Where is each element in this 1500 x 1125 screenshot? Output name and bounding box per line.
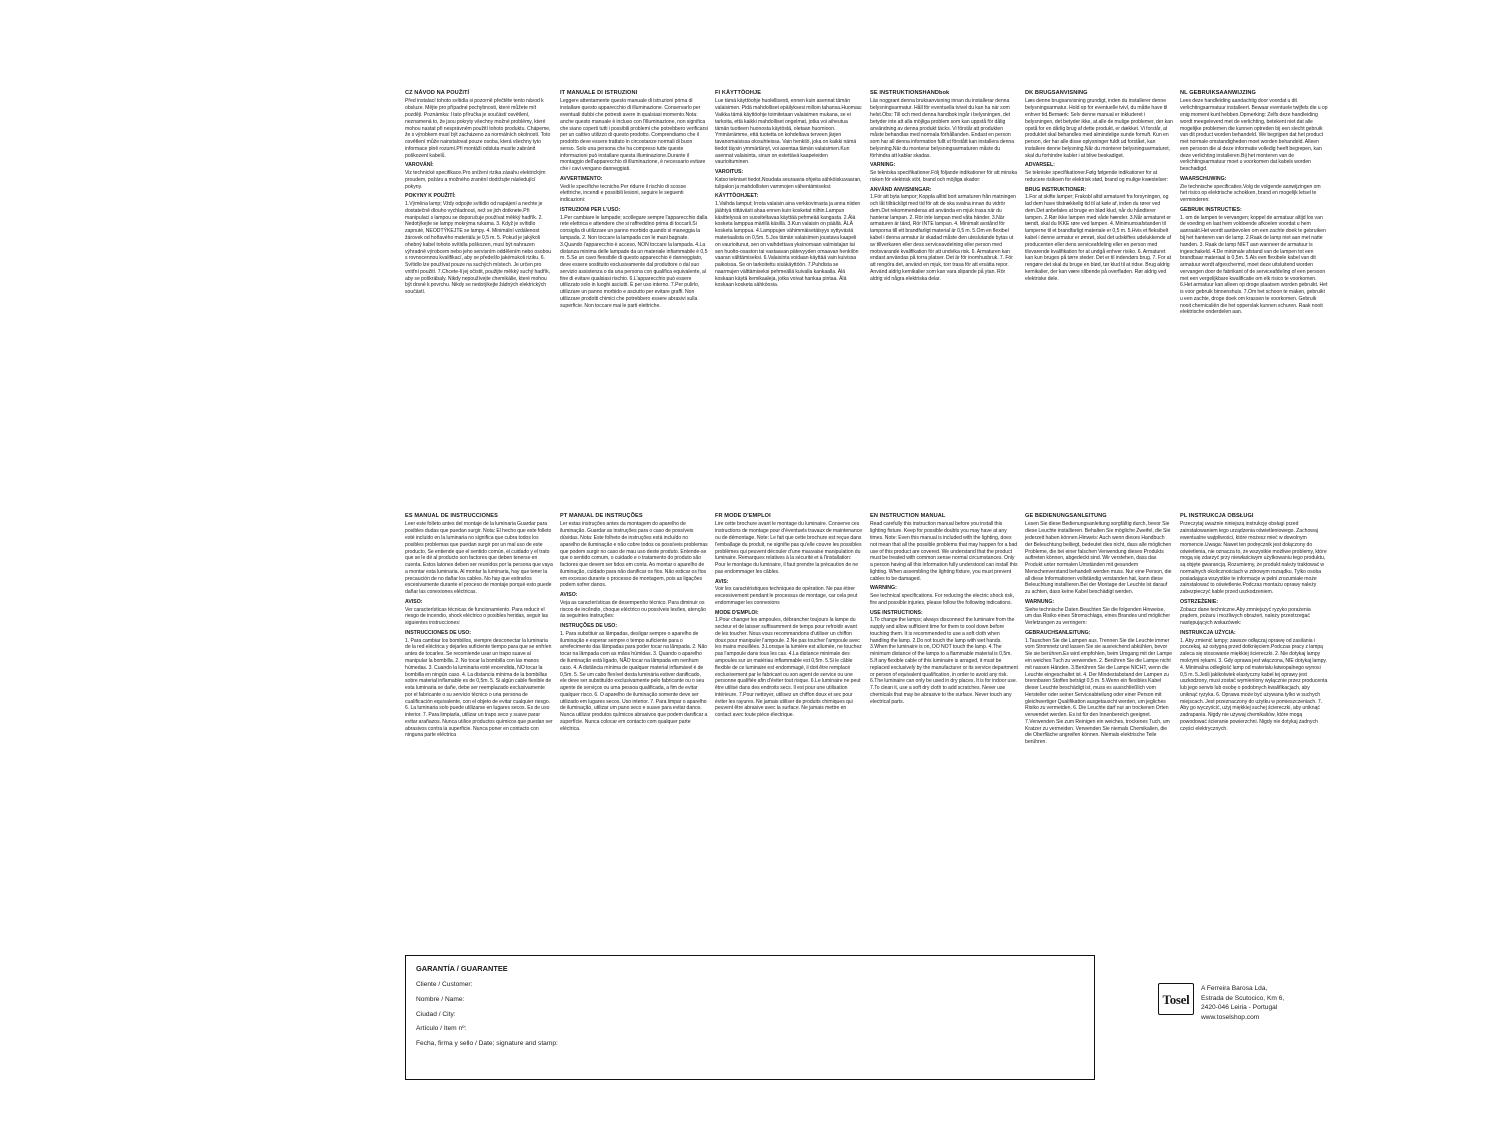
section-title: WARNING:	[870, 585, 897, 592]
guarantee-field: Fecha, firma y sello / Date; signature and stamp:	[416, 1040, 558, 1047]
section-body: Ver características técnicas de funcionamiento. Para reducir el riesgo de incendio, shock eléctrico o posibles heridas, seguir las siguientes instrucciones:	[405, 606, 549, 627]
section-title: POKYNY K POUŽITÍ:	[405, 193, 456, 200]
language-column-fi	[715, 90, 870, 319]
language-column-it	[560, 90, 715, 319]
address-line: Estrada de Scutocico, Km 6,	[1201, 994, 1285, 1002]
language-column-pl	[1180, 513, 1335, 749]
column-heading: FR MODE D'EMPLOI	[715, 513, 771, 519]
section-body: Voir les caractéristiques techniques de opération. Ne pas étirer excessivement pendant le processus de montage, car cela peut endommager les connexions	[715, 586, 858, 606]
section-title: MODE D'EMPLOI:	[715, 609, 759, 616]
address-line: 2420-046 Leiria - Portugal	[1201, 1004, 1278, 1012]
language-column-fr	[715, 513, 870, 749]
column-intro-text: Ler estas instruções antes da montagem do aparelho de iluminação. Guardar as instruções para o caso de possíveis dúvidas. Nota: Este folheto de instruções está incluído no aparelho de iluminação e não cobre todos os possíveis problemas que podem surgir no caso de mau uso deste produto. Entende-se que o sentido comum, o cuidado e o tratamento do produto são factores que devem ser tidos em conta. Ao montar o aparelho de iluminação, cuidado para não danificar os fios. Não esticar os fios em excesso durante o processo de montagem, pois as ligações podem sofrer danos.	[560, 521, 708, 589]
section-title: AVISO:	[405, 598, 423, 605]
column-heading: SE INSTRUKTIONSHANDbok	[870, 90, 950, 96]
section-body: 1.Per cambiare le lampade; scollegare sempre l'apparecchio dalla rete elettrica e attendere che si raffreddino prima di toccarli.Si consiglia di utilizzare un panno morbido quando si maneggia la lampada. 2. Non toccare la lampada con le mani bagnate. 3.Quando l'apparecchio è acceso, NON toccare la lampada. 4.La distanza minima delle lampade da un materiale infiammabile è 0,5 m. 5.Se un cavo flessibile di questo apparecchio è danneggiato, deve essere sostituito esclusivamente dal produttore o dal suo servizio assistenza o da una persona con qualifica equivalente, al fine di evitare qualsiasi rischio. 6.L'apparecchio può essere utilizzato solo in luoghi asciutti. È per uso interno. 7.Per pulirlo, utilizzare un panno morbido e asciutto per evitare graffi. Non utilizzare prodotti chimici che potrebbero essere abrasivi sulla superficie. Non toccare mai le parti elettriche.	[560, 214, 708, 309]
column-intro-text: Před instalací tohoto svítidla si pozorně přečtěte tento návod k obsluze. Mějte pro případné pochybnosti, které můžete mít později. Poznámka: I tato příručka je součástí osvětlení, neznamená to, že jsou pokryty všechny možné problémy, které mohou nastat při nesprávném použití tohoto produktu. Chápeme, že s výrobkem musí být zacházeno za normálních okolností. Toto osvětlení může nainstalovat pouze osoba, která všechny tyto informace plně rozumí.Při montáži odsluta musíte zabránit poškození kabelů.	[405, 98, 551, 159]
section-body: 1.To change the lamps; always disconnect the luminaire from the supply and allow sufficient time for them to cool down before touching them. It is recommended to use a soft cloth when handling the lamp. 2.Do not touch the lamp with wet hands. 3.When the luminaire is on, DO NOT touch the lamp. 4.The minimum distance of the lamps to a flammable material is 0,5m. 5.If any flexible cable of this luminaire is arraged, it must be replaced exclusively by the manufacturer or its service department or person of equivalent qualification, in order to avoid any risk. 6.The luminaire can only be used in dry places. It is for indoor use. 7.To clean it, use a soft dry cloth to add scratches. Never use chemicals that may be abrasive to the surface. Never touch any electrical parts.	[870, 617, 1018, 705]
section-body: 1. Aby zmienić lampy; zawsze odłączaj oprawę od zasilania i poczekaj, aż ostygną przed dotknięciem.Podczas pracy z lampą zaleca się stosowanie miękkiej ściereczki. 2. Nie dotykaj lampy mokrymi rękami. 3. Gdy oprawa jest włączona, NIE dotykaj lampy. 4. Minimalna odległość lamp od materiału łatwopalnego wynosi 0,5 m. 5.Jeśli jakikolwiek elastyczny kabel tej oprawy jest uszkodzony, musi zostać wymieniony wyłącznie przez producenta lub jego serwis lub osobę o podobnych kwalifikacjach, aby uniknąć ryzyka. 6. Oprawa może być używana tylko w suchych miejscach. Jest przeznaczony do użytku w pomieszczeniach. 7. Aby go wyczyścić, użyj miękkiej suchej ściereczki, aby uniknąć zadrapania. Nigdy nie używaj chemikaliów, które mogą powodować ścieranie powierzchni. Nigdy nie dotykaj żadnych części elektrycznych.	[1180, 637, 1328, 732]
section-title: ANVÄND ANVISNINGAR:	[870, 186, 932, 193]
column-heading: FI KÄYTTÖOHJE	[715, 90, 762, 96]
brand-footer	[1158, 983, 1498, 1022]
language-column-nl	[1180, 90, 1335, 319]
address-line: A Ferreira Barosa Lda,	[1201, 985, 1268, 992]
section-title: WARNUNG:	[1025, 598, 1055, 605]
section-body: Zie technische specificaties.Volg de volgende aanwijzingen om het risico op elektrische schokken, brand en mogelijk letsel te verminderen:	[1180, 183, 1321, 204]
language-column-ge	[1025, 513, 1180, 749]
section-body: 1.Pour changer les ampoules, débrancher toujours la lampe du secteur et de laisser suffisamment de temps pour refroidir avant de les toucher. Nous vous recommandons d'utiliser un chiffon doux pour manipuler l'ampoule. 2.Ne pas toucher l'ampoule avec les mains mouillées. 3.Lorsque la lumière est allumée, ne touchez pas l'ampoule dans tous les cas. 4.La distance minimale des ampoules sur un matériau inflammable est 0,5m. 5.Si le câble flexible de ce luminaire est endommagé, il doit être remplacé exclusivement par le fabricant ou son agent de service ou une personne qualifiée afin d'éviter tout risque. 6.Le luminaire ne peut être utilisé dans des endroits secs. Il est pour une utilisation intérieure. 7.Pour nettoyer, utilisez un chiffon doux et sec pour éviter les rayures. Ne jamais utiliser de produits chimiques qui peuvent être abrasive avec la surface. Ne jamais mettre en contact avec toute pièce électrique.	[715, 617, 862, 719]
column-intro-text: Przeczytaj uważnie niniejszą instrukcję obsługi przed zainstalowaniem tego urządzenia oświetleniowego. Zachowaj ewentualne wątpliwości, które możesz mieć w dowolnym momencie.Uwaga: Nawet ten podręcznik jest dołączony do oświetlenia, nie oznacza to, że wszystkie możliwe problemy, które mogą się zdarzyć przy niewłaściwym użytkowaniu tego produktu, są objęte gwarancją. Rozumiemy, że produkt należy traktować w normalnych okolicznościach w zdrowym rozsądku. Tylko osoba posiadająca wszystkie te informacje w pełni zrozumiałe może zainstalować to oświetlenie.Podczas montażu oprawy należy zabezpieczyć kable przed uszkodzeniem.	[1180, 521, 1327, 596]
guarantee-field: Cliente / Customer:	[416, 981, 473, 988]
company-address	[1201, 983, 1284, 1022]
section-body: 1.Tauschen Sie die Lampen aus. Trennen Sie die Leuchte immer vom Stromnetz und lassen Sie sie ausreichend abkühlen, bevor Sie sie berühren.Es wird empfohlen, beim Umgang mit der Lampe ein weiches Tuch zu verwenden. 2. Berühren Sie die Lampe nicht mit nassen Händen. 3.Berühren Sie die Lampe NICHT, wenn die Leuchte eingeschaltet ist. 4. Der Mindestabstand der Lampen zu brennbaren Stoffen beträgt 0,5 m. 5.Wenn ein flexibles Kabel dieser Leuchte beschädigt ist, muss es ausschließlich vom Hersteller oder seiner Serviceabteilung oder einer Person mit gleichwertiger Qualifikation ausgetauscht werden, um jegliches Risiko zu vermeiden. 6. Die Leuchte darf nur an trockenen Orten verwendet werden. Es ist für den Innenbereich geeignet. 7.Verwenden Sie zum Reinigen ein weiches, trockenes Tuch, um Kratzer zu vermeiden. Verwenden Sie niemals Chemikalien, die die Oberfläche angreifen können. Niemals elektrische Teile berühren.	[1025, 637, 1173, 746]
column-intro-text: Lue tämä käyttöohje huolellisesti, ennen kuin asennat tämän valaisimen. Pidä mahdolliset epäilyksesi milloin tahansa.Huomaa: Vaikka tämä käyttöohje toimitetaan valaisimen mukana, se ei tarkoita, että kaikki mahdolliset ongelmat, jotka voi aiheutua tämän tuotteen huonosta käytöstä, oletaan huomioon. Ymmärrämme, että tuotetta on kohdeltava terveen järjen tavanomaisissa olosuhteissa. Vain henkilö, joka on kaikki nämä tiedot täysin ymmärtänyt, voi asentaa tämän valaisimen.Kun asennat valaisinta, sinun on estettävä kaapeleiden vaurioituminen.	[715, 98, 863, 166]
column-heading: NL GEBRUIKSAANWIJZING	[1180, 90, 1256, 96]
section-title: USE INSTRUCTIONS:	[870, 609, 923, 616]
guarantee-field: Ciudad / City:	[416, 1010, 456, 1018]
mid-language-block	[405, 513, 1495, 749]
section-title: VARNING:	[870, 162, 896, 169]
section-body: Zobacz dane techniczne.Aby zmniejszyć ryzyko porażenia prądem, pożaru i możliwych obrażeń, należy przestrzegać następujących wskazówek:	[1180, 606, 1311, 627]
section-title: AVVERTIMENTO:	[560, 175, 603, 182]
column-heading: DK BRUGSANVISNING	[1025, 90, 1088, 96]
address-website: www.toselshop.com	[1201, 1013, 1260, 1021]
section-title: KÄYTTÖOHJEET:	[715, 193, 759, 200]
language-column-dk	[1025, 90, 1180, 319]
top-language-block	[405, 90, 1495, 319]
section-body: 1.För att byta lampor; Koppla alltid bort armaturen från matningen och låt tillräckligt med tid för att de ska svalna innan du vidrör dem.Det rekommenderas att använda en mjuk trasa när du hanterar lampan. 2. Rör inte lampan med våta händer. 3.När armaturen är tänd, Rör INTE lampan. 4. Minimalt avstånd för lamporna till ett brandfarligt material är 0,5 m. 5.Om en flexibel kabel i denna armatur är skadad måste den uteslutande bytas ut av tillverkaren eller dess serviceavdelning eller person med motsvarande kvalifikation för att undvika risk. 6. Armaturen kan endast användas på torra platser. Det är för inomhusbruk. 7. För att rengöra det, använd en mjuk, torr trasa för att ersätta repor. Använd aldrig kemikalier som kan vara slipande på ytan. Rör aldrig vid några elektriska delar.	[870, 194, 1016, 282]
section-body: Veja as características de desempenho técnico. Para diminuir os riscos de incêndio, choque eléctrico ou possíveis lesões, atenção às seguintes instruções:	[560, 599, 706, 620]
section-body: 1.Vaihda lamput; Irrota valaisin aina verkkovirrasta ja anna niiden jäähtyä riittävästi ahaa ennen kuin kosketat niihin.Lampun käsittelyssä on suositeltavaa käyttää pehmeää kangasta. 2.Älä kosketa lamppua märillä käsillä. 3.Kun valaisin on päällä. ÄLÄ kosketa lamppua. 4.Lamppujen vähimmäisetäisyys syttyvästä materiaalista on 0,5m. 5.Jos tämän valaisimen joustava kaapeli on vaurioitunut, sen on vaihdettava yksinomaan valmistajan tai sen huolto-osaston tai vastaavan pätevyyden omaavan henkilön vaaran välttämiseksi. 6.Valaisinta voidaan käyttää vain kuivissa paikoissa. Se on tarkoitettu sisäkäyttöön. 7.Puhdista se naarmujen välttämiseksi pehmeällä kuivalla kankaalla. Älä koskaan käytä kemikaaleja, jotka voivat hankaa pintaa. Älä koskaan kosketa sähköosia.	[715, 201, 861, 289]
column-heading: PT MANUAL DE INSTRUÇÕES	[560, 513, 643, 519]
section-body: 1. Para substituir as lâmpadas, desligar sempre o aparelho de iluminação e esperar sempre o tempo suficiente para o arrefecimento das lâmpadas para poder tocar na lâmpada. 2. Não tocar na lâmpada com as mãos húmidas. 3. Quando o aparelho de iluminação está ligado, NÃO tocar na lâmpada em nenhum caso. 4. A distância mínima de qualquer material inflamável é de 0,5m. 5. Se um cabo flexível desta luminária estiver danificado, ele deve ser substituído exclusivamente pelo fabricante ou o seu agente de serviços ou uma pessoa qualificada, a fim de evitar qualquer risco. 6. O aparelho de iluminação somente deve ser utilizado em lugares secos. Uso interior. 7. Para limpar o aparelho de iluminação, utilizar um pano seco e suave para evitar danos. Nunca utilizar produtos químicos abrasivos que podem danificar a superfície. Nunca colocar em contacto com qualquer parte eléctrica.	[560, 630, 708, 732]
column-heading: CZ NÁVOD NA POUŽITÍ	[405, 90, 470, 96]
language-column-pt	[560, 513, 715, 749]
section-body: Viz technické specifikace.Pro snížení rizika zásahu elektrickým proudem, požáru a možného zranění dodržujte následující pokyny.	[405, 170, 546, 190]
section-body: Vedi le specifiche tecniche.Per ridurre il rischio di scosse elettriche, incendi e possibili lesioni, seguire le seguenti indicazioni:	[560, 183, 687, 204]
column-intro-text: Leer este folleto antes del montaje de la luminaria Guardar para posibles dudas que puedan surgir. Nota: El hecho que este folleto esté incluido en la luminaria no significa que cubra todos los posibles problemas que puedan surgir por un mal uso de este producto. Se entiende que el sentido común, el cuidado y el trato que se le dé al producto son factores que deben tenerse en cuenta. Estos latones deben ser reunidos por la persona que vaya a montar esta luminaria. Al montar la luminaria, hay que tener la precaución de no dañar los cables. No hay que estirarlos excesivamente durante el proceso de montaje porqué esto puede dañar las conexiones eléctricas.	[405, 521, 553, 596]
section-title: INSTRUÇÕES DE USO:	[560, 623, 618, 630]
section-body: Se tekniske specifikationer.Følg følgende indikationer for at reducere risikoen for elektrisk stød, brand og mulige kvæstelser:	[1025, 170, 1169, 183]
section-body: 1. om de lampen te vervangen; koppel de armatuur altijd los van de voeding en laat hem voldoende afkoelen voordat u hem aanraakt.Het wordt aanbevolen om een zachte doek te gebruiken bij het hanteren van de lamp. 2.Raak de lamp niet aan met natte handen. 3. Raak de lamp NIET aan wanneer de armatuur is ingeschakeld. 4.De minimale afstand van de lampen tot een brandbaar materiaal is 0,5m. 5.Als een flexibele kabel van dit armatuur wordt afgeschermd, moet deze uitsluitend worden vervangen door de fabrikant of de serviceafdeling of een persoon met een vergelijkbare kwalificatie om elk risico te voorkomen. 6.Het armatuur kan alleen op droge plaatsen worden gebruikt. Het is voor gebruik binnenshuis. 7.Om het schoon te maken, gebruikt u een zachte, droge doek om krassen te voorkomen. Gebruik nooit chemicaliën die het oppervlak kunnen schuren. Raak nooit elektrische onderdelen aan.	[1180, 214, 1328, 316]
guarantee-field: Artículo / Item nº:	[416, 1025, 467, 1033]
guarantee-field: Nombre / Name:	[416, 995, 465, 1003]
section-title: INSTRUCCIONES DE USO:	[405, 629, 472, 636]
language-column-es	[405, 513, 560, 749]
section-title: VAROITUS:	[715, 169, 744, 176]
section-title: WAARSCHUWING:	[1180, 175, 1227, 182]
column-intro-text: Læs denne brugsanvisning grundigt, inden du installerer denne belysningsarmatur. Hold op for eventuelle tvivl, du måtte have til enhver tid.Bemærk: Selv denne manual er inkluderet i belysningen, det betyder ikke, at alle de mulige problemer, der kan opstå for en dårlig brug af dette produkt, er dækket. Vi forstår, at produktet skal behandles med almindelige sunde fornuft. Kun en person, der har alle disse oplysninger fuldt ud forstået, kan installere denne belysning.Når du monterer belysningsarmaturet, skal du forhindre kabler i at blive beskadiget.	[1025, 98, 1173, 159]
section-body: Siehe technische Daten.Beachten Sie die folgenden Hinweise, um das Risiko eines Stromschlags, eines Brandes und möglicher Verletzungen zu verringern:	[1025, 606, 1171, 627]
section-body: 1.For at skifte lamper; Frakobl altid armaturet fra forsyningen, og lad dem have tilstrækkelig tid til at køle af, inden du rører ved dem.Det anbefales at bruge en blød klud, når du håndterer lampen. 2.Rør ikke lampen med våde hænder. 3.Når armaturet er tændt, skal du IKKE røre ved lampen. 4. Minimumsafstanden til lamperne til et brandfarligt materiale er 0,5 m. 5.Hvis et fleksibelt kabel i denne armatur er ømrøt, skal det udskiftes udelukkende af producenten eller dens serviceafdeling eller en person med tilsvarende kvalifikation for at undgå enhver risiko. 6. Armaturet kan kun bruges på tørre steder. Det er til indendørs brug. 7. For at rengøre det skal du bruge en blød, tør klud til at ridse. Brug aldrig kemikalier, der kan være slibende på overfladen. Rør aldrig ved elektriske dele.	[1025, 194, 1172, 282]
tosel-logo-icon	[1158, 983, 1194, 1015]
column-intro-text: Lesen Sie diese Bedienungsanleitung sorgfältig durch, bevor Sie diese Leuchte installieren. Behalten Sie mögliche Zweifel, die Sie jederzeit haben können.Hinweis: Auch wenn dieses Handbuch der Beleuchtung beiliegt, bedeutet dies nicht, dass alle möglichen Probleme, die bei einer falschen Verwendung dieses Produkts auftreten können, abgedeckt sind. Wir verstehen, dass das Produkt unter normalen Umständen mit gesundem Menschenverstand behandelt werden muss. Nur eine Person, die all diese Informationen vollständig verstanden hat, kann diese Beleuchtung installieren.Bei der Montage der Leuchte ist darauf zu achten, dass keine Kabel beschädigt werden.	[1025, 521, 1172, 596]
column-intro-text: Lire cette brochure avant le montage du luminaire. Conserve ces instructions de montage pour d'éventuels travaux de maintenance ou de démontage. Note: Le fait que cette brochure est reçue dans l'emballage du produit, ne signifie pas qu'elle couvre les possibles problèmes qui peuvent découler d'une mauvaise manipulation du luminaire. Remarques relatives à la sécurité et à l'installation: Pour le montage du luminaire, il faut prendre la précaution de ne pas endommager les câbles.	[715, 521, 863, 575]
section-title: ISTRUZIONI PER L'USO:	[560, 206, 621, 213]
column-heading: PL INSTRUKCJA OBSŁUGI	[1180, 513, 1254, 519]
section-body: Katso tekniset tiedot.Noudata seuraavia ohjeita sähköiskuvaaran, tulipalon ja mahdollisten vammojen vähentämiseksi:	[715, 176, 862, 190]
logo-text: Tosel	[1162, 991, 1190, 1007]
section-body: 1.Výměna lamp; Vždy odpojte svítidlo od napájení a nechte je dostatečně dlouho vychladnout, než se jich dotknete.Při manipulaci s lampou se doporučuje používat měkký hadřík. 2. Nedotýkejte se lampy mokrýma rukama. 3. Když je svítidlo zapnuté, NEODTÝKEJTE se lampy. 4. Minimální vzdálenost žárovek od hořlavého materiálu je 0,5 m. 5. Pokud je jakýkoli ohebný kabel tohoto svítidla poškozen, musí být nahrazen výhradně výrobcem nebo jeho servisním oddělením nebo osobou s rovnocennou kvalifikací, aby se předešlo jakémukoli riziku. 6. Svítidlo lze používat pouze na suchých místech. Je určen pro vnitřní použití. 7.Chcete-li jej očistit, použijte měkký suchý hadřík, aby se poškrábaly. Nikdy nepoužívejte chemikálie, které mohou být drsné k povrchu. Nikdy se nedotýkejte žádných elektrických součástí.	[405, 201, 552, 296]
guarantee-title: GARANTÍA / GUARANTEE	[416, 964, 508, 973]
section-body: Se tekniska specifikationer.Följ följande indikationer för att minska risken för elektrisk stöt, brand och möjliga skador:	[870, 170, 1017, 183]
column-intro-text: Läs noggrant denna bruksanvisning innan du installerar denna belysningsarmatur. Håll för eventuella tvivel du kan ha när som helst.Obs: Till och med denna handbok ingår i belysningen, det betyder inte att alla möjliga problem som kan uppstå för dålig användning av denna produkt täcks. Vi förstår att produkten måste behandlas med normala förhållanden. Endast en person som har all denna information fullt ut förstått kan installera denna belysning.När du monterar belysningsarmaturen måste du förhindra att kablar skadas.	[870, 98, 1015, 159]
guarantee-box	[405, 955, 1095, 1080]
section-body: 1. Para cambiar los bombillos, siempre desconectar la luminaria de la red eléctrica y dejarles suficiente tiempo para que se enfríen antes de tocarles. Se recomiende usar un trapo suave al manipular la bombilla. 2. No tocar la bombilla con las manos húmedas. 3. Cuando la luminaria esté encendida, NO tocar la bombilla en ningún caso. 4. La distancia mínima de la bombillas sobre material inflamable es de 0,5m. 5. Si algún cable flexible de esta luminaria se dañe, debe ser reemplazado exclusivamente por el fabricante o su servicio técnico o una persona de cualificación equivalente, con el objeto de evitar cualquier riesgo. 6. La luminaria solo puede utilizarse en lugares secos. Es de uso interior. 7. Para limpiarla, utilizar un trapo seco y suave parar evitar arañazos. Nunca utilice productos químicos que puedan ser abrasivos contra la superficie. Nunca poner en contacto con ninguna parte eléctrica	[405, 637, 553, 739]
section-title: OSTRZEŻENIE:	[1180, 598, 1219, 605]
column-heading: EN INSTRUCTION MANUAL	[870, 513, 946, 519]
section-title: INSTRUKCJA UŻYCIA:	[1180, 629, 1236, 636]
column-heading: GE BEDIENUNGSANLEITUNG	[1025, 513, 1107, 519]
section-title: VAROVÁNÍ:	[405, 162, 434, 169]
section-title: BRUG INSTRUKTIONER:	[1025, 186, 1087, 193]
column-heading: IT MANUALE DI ISTRUZIONI	[560, 90, 638, 96]
section-body: See technical specifications. For reducing the electric shock risk, fire and possible injuries, please follow the following indications.	[870, 593, 1014, 606]
language-column-se	[870, 90, 1025, 319]
column-heading: ES MANUAL DE INSTRUCCIONES	[405, 513, 498, 519]
language-column-en	[870, 513, 1025, 749]
section-title: GEBRUIK INSTRUCTIES:	[1180, 206, 1242, 213]
section-title: ADVARSEL:	[1025, 162, 1055, 169]
section-title: AVIS:	[715, 578, 729, 585]
column-intro-text: Read carefully this instruction manual before you install this lighting fixture. Keep for possible doubts you may have at any times. Note: Even this manual is included with the lighting, does not mean that all the possible problems that may happen for a bad use of this product are covered. We understand that the product must be treated with common sense normal circumstances. Only a person having all this information fully understood can install this lighting. When assembling the lighting fixture, you must prevent cables to be damaged.	[870, 521, 1018, 582]
column-intro-text: Lees deze handleiding aandachtig door voordat u dit verlichtingsarmatuur installeert. Bewaar eventuele twijfels die u op enig moment kunt hebben.Opmerking: Zelfs deze handleiding wordt meegeleverd met de verlichting, betekent niet dat alle mogelijke problemen die kunnen optreden bij een slecht gebruik van dit product worden behandeld. We begrijpen dat het product met normale omstandigheden moet worden behandeld. Alleen een persoon die al deze informatie volledig heeft begrepen, kan deze verlichting installeren.Bij het monteren van de verlichtingsarmatuur moet u voorkomen dat kabels worden beschadigd.	[1180, 98, 1328, 173]
language-column-cz	[405, 90, 560, 319]
section-title: GEBRAUCHSANLEITUNG:	[1025, 629, 1091, 636]
section-title: AVISO:	[560, 592, 578, 599]
column-intro-text: Leggere attentamente questo manuale di istruzioni prima di installare questo apparecchio di illuminazione. Conservarlo per eventuali dubbi che potresti avere in qualsiasi momento.Nota: anche questo manuale è incluso con l'illuminazione, non significa che siano coperti tutti i possibili problemi che potrebbero verificarsi per un cattivo utilizzo di questo prodotto. Comprendiamo che il prodotto deve essere trattato in circostanze normali di buon senso. Solo una persona che ha compreso tutte queste informazioni può installare questa illuminazione.Durante il montaggio dell'apparecchio di illuminazione, è necessario evitare che i cavi vengano danneggiati.	[560, 98, 708, 173]
